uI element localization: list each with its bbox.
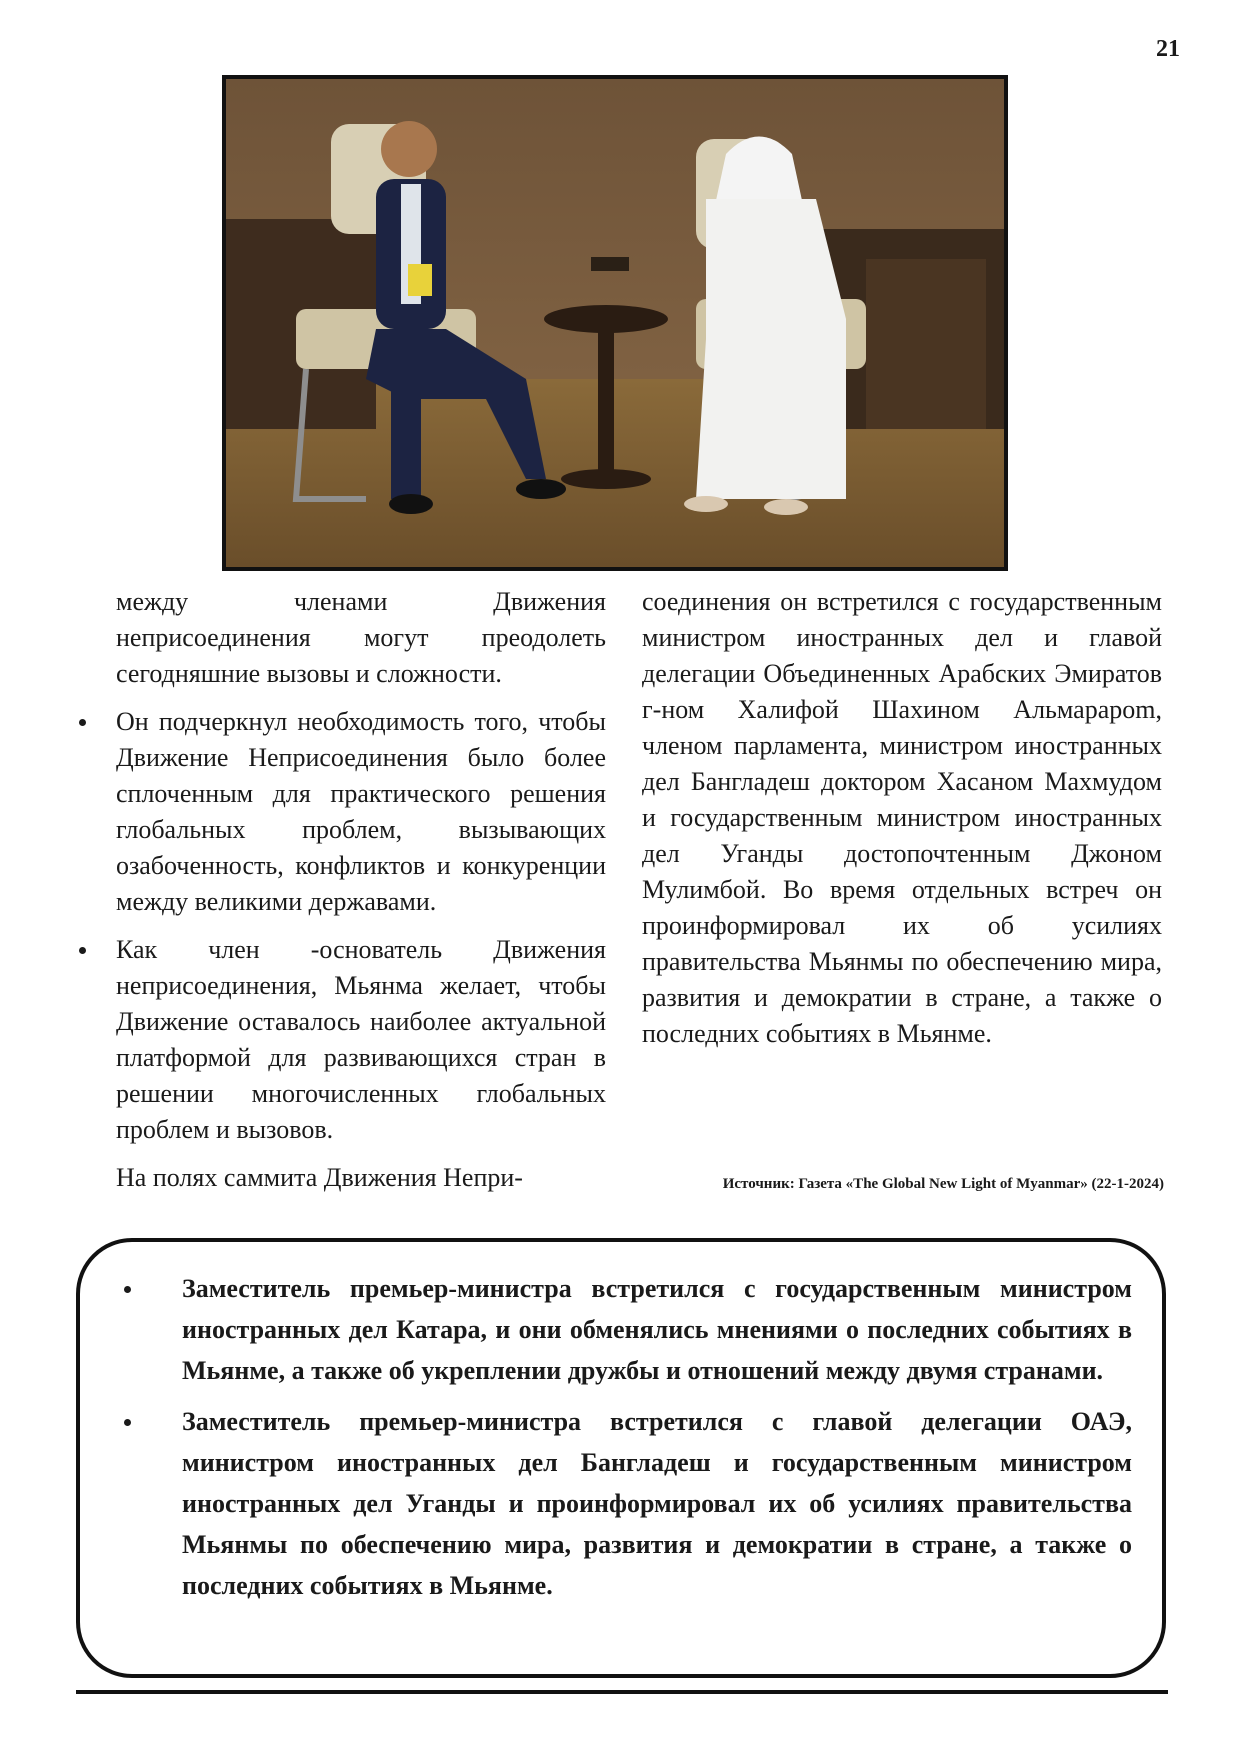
right-column: [642, 584, 1162, 1052]
summary-box: [76, 1238, 1166, 1678]
summary-item-1: Заместитель премьер-министра встретился с государственным министром иностранных дел Катара, и они обменялись мнениями о последних событиях в Мьянме, а также об укреплении дружбы и отношений между двумя странами.: [140, 1268, 1132, 1391]
left-bullet-item-2: Как член -основатель Движения неприсоединения, Мьянма желает, чтобы Движение оставалось наиболее актуальной платформой для развивающихся стран в решении многочисленных глобальных проблем и вызовов.: [76, 932, 606, 1148]
summary-list: [140, 1268, 1132, 1606]
left-continuation-paragraph: между членами Движения неприсоединения могут преодолеть сегодняшние вызовы и сложности.: [116, 587, 606, 688]
right-paragraph: соединения он встретился с государственным министром иностранных дел и главой делегации Объединенных Арабских Эмиратов г-ном Халифой Шахином Альмарароm, членом парламента, министром иностранных дел Бангладеш доктором Хасаном Махмудом и государственным министром иностранных дел Уганды достопочтенным Джоном Мулимбой. Во время отдельных встреч он проинформировал их об усилиях правительства Мьянмы по обеспечению мира, развития и демократии в стране, а также о последних событиях в Мьянме.: [642, 587, 1162, 1048]
summary-item-2: Заместитель премьер-министра встретился с главой делегации ОАЭ, министром иностранных дел Бангладеш и государственным министром иностранных дел Уганды и проинформировал их об усилиях правительства Мьянмы по обеспечению мира, развития и демократии в стране, а также о последних событиях в Мьянме.: [140, 1401, 1132, 1606]
left-final-paragraph: На полях саммита Движения Непри-: [116, 1163, 523, 1192]
left-bullet-item-1: Он подчеркнул необходимость того, чтобы Движение Неприсоединения было более сплоченным для практического решения глобальных проблем, вызывающих озабоченность, конфликтов и конкуренции между великими державами.: [76, 704, 606, 920]
footer-rule: [76, 1690, 1168, 1694]
meeting-photo-icon: [226, 79, 1004, 567]
meeting-photo: [222, 75, 1008, 571]
source-citation: Источник: Газета «The Global New Light of Myanmar» (22-1-2024): [722, 1176, 1164, 1192]
page-number: 21: [1156, 36, 1180, 62]
left-bullet-list: [76, 704, 606, 1148]
left-column: [76, 584, 606, 1196]
